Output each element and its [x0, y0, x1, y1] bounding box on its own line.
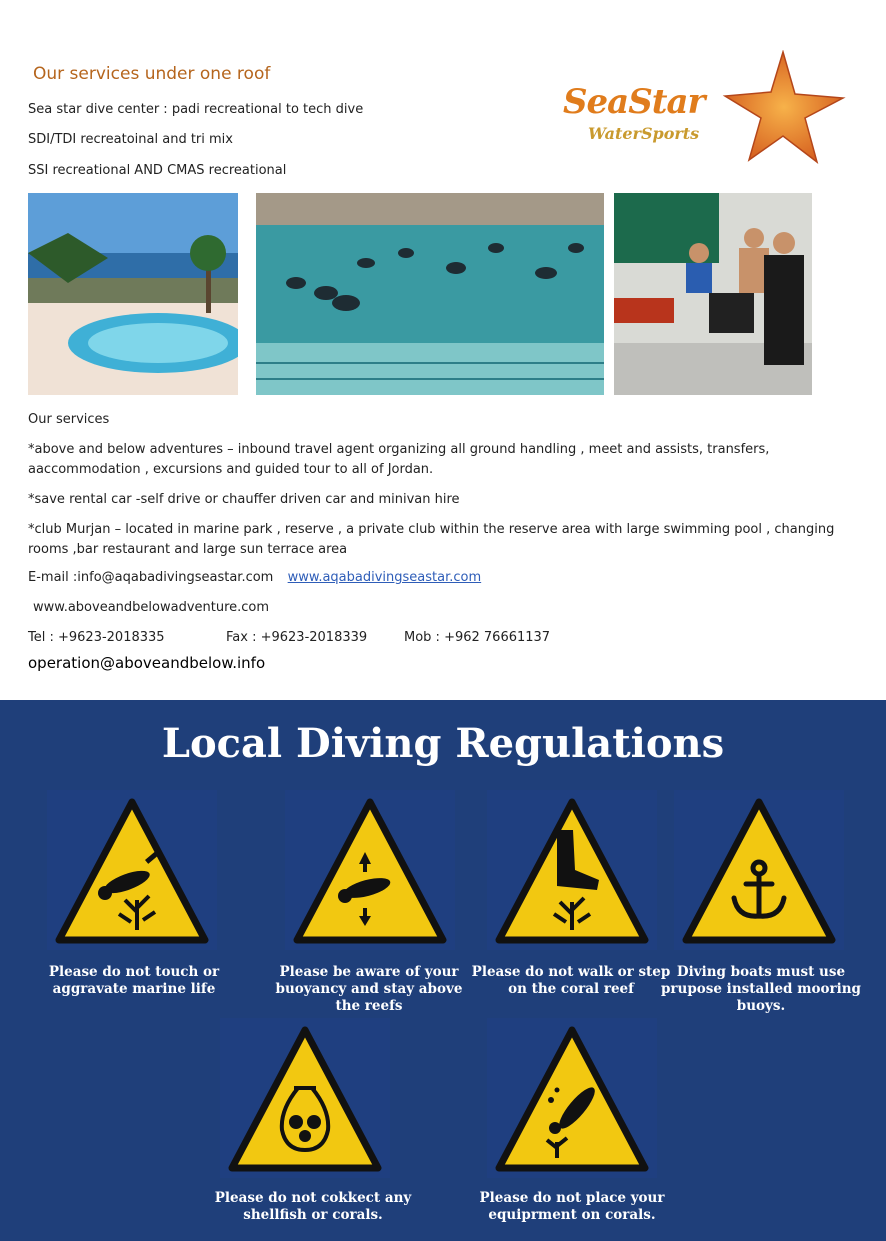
photo-dive-class: [614, 193, 812, 395]
buoyancy-icon: [285, 790, 455, 950]
website2: www.aboveandbelowadventure.com: [33, 600, 270, 615]
sign-caption: Diving boats must use prupose installed mooring buoys.: [660, 964, 861, 1014]
shellfish-bag-icon: [220, 1018, 390, 1178]
sign-caption: Please do not walk or step on the coral reef: [471, 964, 671, 997]
anchor-icon: [674, 790, 844, 950]
diver-coral-icon: [47, 790, 217, 950]
fax: Fax : +9623-2018339: [226, 630, 368, 645]
tel: Tel : +9623-2018335: [28, 630, 165, 645]
services-heading: Our services under one roof: [33, 64, 271, 84]
photo-pool-resort: [28, 193, 238, 395]
service-item: *club Murjan – located in marine park , reserve , a private club within the reserve area with large swimming pool , changing rooms ,bar restaurant and large sun terrace area: [28, 522, 835, 557]
contact-email-line: [28, 570, 481, 585]
website-link[interactable]: www.aqabadivingseastar.com: [287, 570, 482, 585]
our-services-heading: Our services: [28, 412, 110, 427]
logo-name: SeaStar: [563, 82, 705, 122]
info-email: E-mail :info@aqabadivingseastar.com: [28, 570, 274, 585]
foot-coral-icon: [487, 790, 657, 950]
equipment-coral-icon: [487, 1018, 657, 1178]
service-item: *save rental car -self drive or chauffer driven car and minivan hire: [28, 492, 460, 507]
mob: Mob : +962 76661137: [404, 630, 551, 645]
sign-caption: Please do not cokkect any shellfish or corals.: [214, 1190, 412, 1223]
operation-email: operation@aboveandbelow.info: [28, 654, 266, 672]
sign-caption: Please be aware of your buoyancy and stay above the reefs: [275, 964, 463, 1014]
regulations-title: Local Diving Regulations: [161, 720, 725, 767]
logo-subtitle: WaterSports: [588, 124, 700, 143]
sign-caption: Please do not place your equiprment on corals.: [479, 1190, 665, 1223]
service-line: Sea star dive center : padi recreational to tech dive: [28, 102, 364, 117]
photo-training-pool: [256, 193, 604, 395]
regulations-section: [0, 700, 886, 1241]
sign-caption: Please do not touch or aggravate marine life: [48, 964, 220, 997]
service-line: SSI recreational AND CMAS recreational: [28, 163, 287, 178]
service-line: SDI/TDI recreatoinal and tri mix: [28, 132, 233, 147]
service-item: *above and below adventures – inbound travel agent organizing all ground handling , meet and assists, transfers, aaccommodation , excursions and guided tour to all of Jordan.: [28, 442, 770, 477]
